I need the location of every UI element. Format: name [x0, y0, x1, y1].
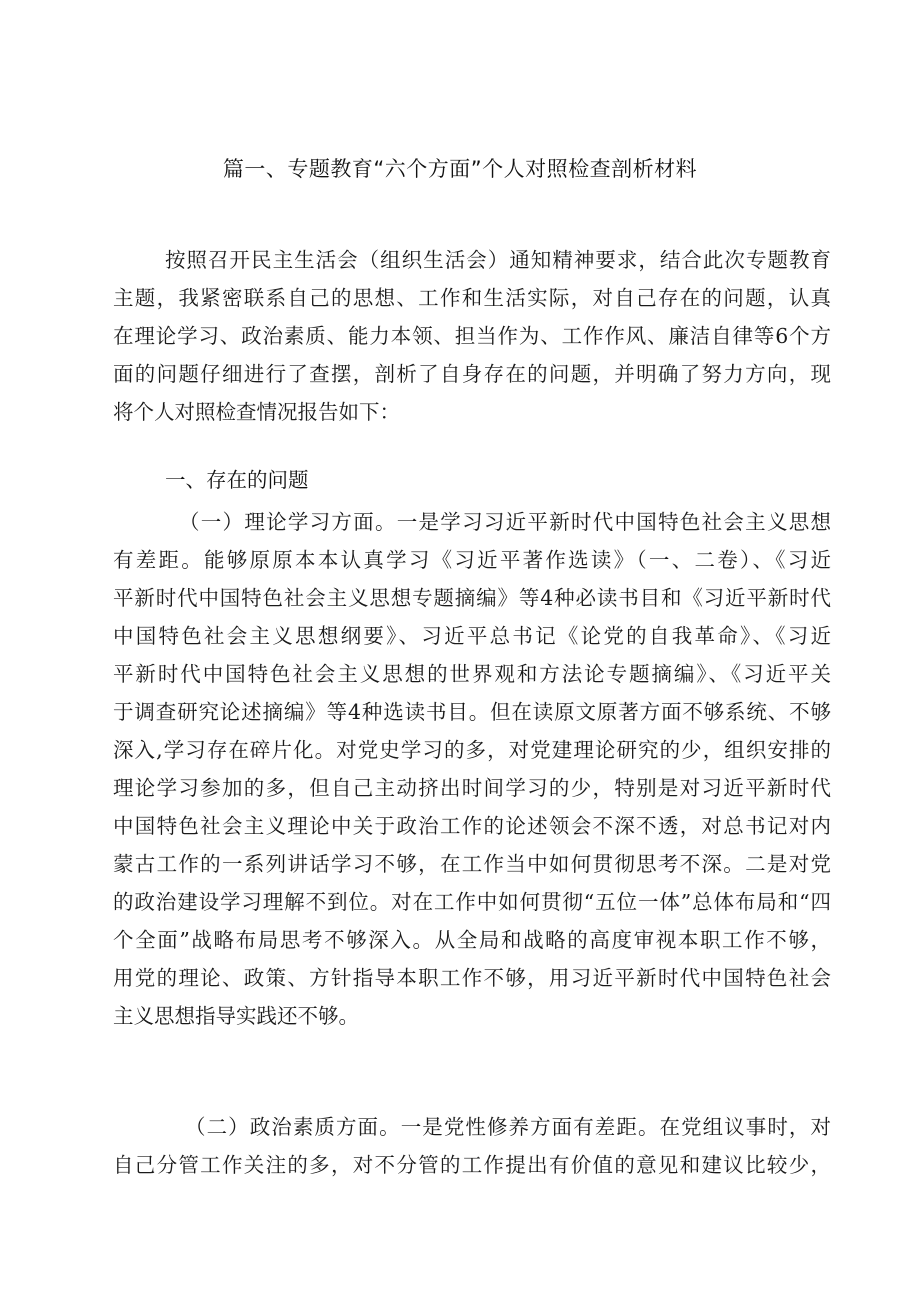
text-line: 将个人对照检查情况报告如下：	[113, 400, 400, 424]
document-title: 篇一、专题教育“六个方面”个人对照检查剖析材料	[222, 157, 698, 181]
political-quality-paragraph	[113, 1108, 831, 1184]
text-line: 在理论学习、政治素质、能力本领、担当作为、工作作风、廉洁自律等6个方	[113, 324, 832, 348]
text-line: 主题，我紧密联系自己的思想、工作和生活实际，对自己存在的问题，认真	[113, 286, 833, 310]
text-line: 深入,学习存在碎片化。对党史学习的多，对党建理论研究的少，组织安排的	[113, 738, 833, 762]
text-line: 用党的理论、政策、方针指导本职工作不够，用习近平新时代中国特色社会	[113, 966, 833, 990]
text-line: 有差距。能够原原本本认真学习《习近平著作选读》（一、二卷）、《习近	[113, 548, 834, 572]
text-line: 中国特色社会主义思想纲要》、习近平总书记《论党的自我革命》、《习近	[113, 624, 834, 648]
text-line: 平新时代中国特色社会主义思想的世界观和方法论专题摘编》、《习近平关	[113, 662, 833, 686]
theory-study-paragraph	[113, 503, 834, 1035]
text-line: 平新时代中国特色社会主义思想专题摘编》等4种必读书目和《习近平新时代	[113, 586, 832, 610]
text-line: 中国特色社会主义理论中关于政治工作的论述领会不深不透，对总书记对内	[113, 814, 833, 838]
text-line: 的政治建设学习理解不到位。对在工作中如何贯彻“五位一体”总体布局和“四	[113, 890, 832, 914]
text-line: 理论学习参加的多，但自己主动挤出时间学习的少，特别是对习近平新时代	[113, 776, 833, 800]
text-line: 自己分管工作关注的多，对不分管的工作提出有价值的意见和建议比较少，	[113, 1153, 833, 1177]
intro-paragraph	[113, 241, 831, 431]
text-line: 主义思想指导实践还不够。	[113, 1004, 359, 1028]
text-line: 按照召开民主生活会（组织生活会）通知精神要求，结合此次专题教育	[165, 248, 833, 272]
text-line: 于调查研究论述摘编》等4种选读书目。但在读原文原著方面不够系统、不够	[113, 700, 832, 724]
text-line: 个全面”战略布局思考不够深入。从全局和战略的高度审视本职工作不够，	[113, 928, 833, 952]
text-line: （二）政治素质方面。一是党性修养方面有差距。在党组议事时，对	[185, 1115, 833, 1139]
text-line: （一）理论学习方面。一是学习习近平新时代中国特色社会主义思想	[179, 510, 833, 534]
text-line: 蒙古工作的一系列讲话学习不够，在工作当中如何贯彻思考不深。二是对党	[113, 852, 833, 876]
text-line: 面的问题仔细进行了查摆，剖析了自身存在的问题，并明确了努力方向，现	[113, 362, 833, 386]
section-heading: 一、存在的问题	[165, 468, 309, 492]
